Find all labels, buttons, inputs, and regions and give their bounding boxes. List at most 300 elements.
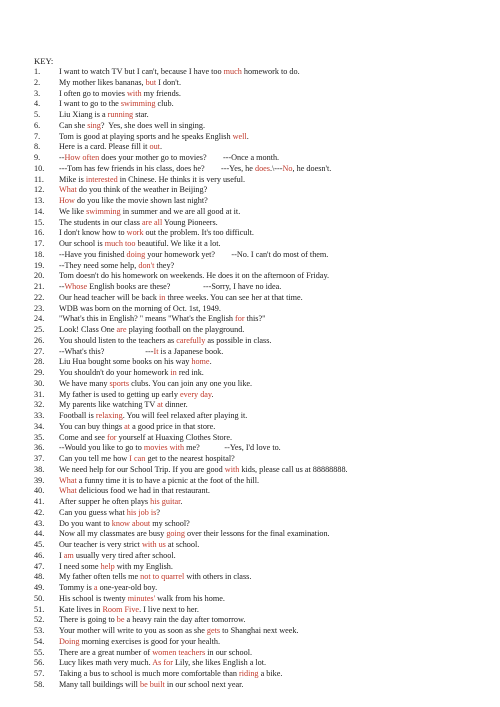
line-number: 44. [34,529,45,539]
answer-highlight: for [235,314,245,324]
line-number: 15. [34,217,45,227]
sentence-text: in Chinese. He thinks it is very useful. [117,174,246,184]
answer-line [34,529,474,540]
sentence-text: Many tall buildings will [59,679,140,689]
sentence-text: There is going to [59,615,117,625]
sentence-text: they? [154,260,175,270]
answer-highlight: running [107,110,134,119]
sentence-text: Lucy likes math very much. [59,658,153,668]
line-text [59,142,474,151]
line-text [59,218,474,227]
sentence-text: We like [59,206,87,216]
sentence-text: club. [155,99,174,109]
answer-highlight: but [145,77,157,87]
answer-highlight: sing [87,120,101,130]
answer-list [34,67,474,691]
sentence-text: is a Japanese book. [158,346,224,356]
sentence-text: I often go to movies [59,88,127,98]
answer-highlight: does [254,163,270,173]
answer-line [34,680,474,691]
sentence-text: yourself at Huaxing Clothes Store. [116,432,233,442]
line-text [59,572,474,581]
line-text [59,185,474,194]
sentence-text: . [246,131,249,141]
sentence-text: Tom doesn't do his homework on weekends. He does it on the afternoon of Friday. [59,271,330,281]
line-number: 24. [34,314,45,324]
sentence-text: over their lessons for the final examination. [184,529,330,539]
sentence-text: I need some [59,561,101,571]
sentence-text: a bike. [258,669,283,678]
line-text [59,110,474,119]
sentence-text: You should listen to the teachers as [59,335,177,345]
line-text [59,379,474,388]
answer-line [34,562,474,573]
line-text [59,271,474,280]
sentence-text: We need help for our School Trip. If you are good [59,464,225,474]
line-text [59,121,474,130]
answer-line [34,336,474,347]
answer-highlight: sports [109,378,130,388]
answer-line [34,164,474,175]
line-number: 33. [34,411,45,420]
line-number: 14. [34,206,45,216]
sentence-text: your homework yet? --No. I can't do most of them. [145,249,329,259]
answer-line [34,153,474,164]
sentence-text: . You will feel relaxed after playing it. [122,411,248,420]
answer-line [34,433,474,444]
line-text [59,390,474,399]
sentence-text: Here is a card. Please fill it [59,142,150,152]
line-text [59,250,474,259]
answer-line [34,132,474,143]
line-number: 34. [34,421,45,431]
answer-highlight: How often [64,153,100,162]
sentence-text: Now all my classmates are busy [59,529,167,539]
sentence-text: star. [133,110,149,119]
answer-line [34,207,474,218]
line-text [59,261,474,270]
line-number: 23. [34,303,45,313]
line-text [59,443,474,452]
sentence-text: "What's this in English? " means "What's the English [59,314,236,324]
answer-line [34,78,474,89]
line-text [59,282,474,291]
sentence-text: -- [59,282,65,291]
answer-line [34,239,474,250]
answer-line [34,422,474,433]
sentence-text: with others in class. [184,572,252,582]
sentence-text: in our school next year. [164,679,244,689]
sentence-text: my friends. [141,88,181,98]
sentence-text: . [180,497,183,506]
line-text [59,153,474,162]
answer-highlight: What [59,486,77,496]
sentence-text: get to the nearest hospital? [145,454,235,463]
answer-line [34,293,474,304]
line-number: 52. [34,615,45,625]
line-text [59,583,474,592]
sentence-text: Your mother will write to you as soon as she [59,626,207,635]
line-text [59,196,474,205]
line-number: 25. [34,325,45,334]
sentence-text: My father is used to getting up early [59,389,180,399]
sentence-text: at school. [165,540,200,549]
answer-highlight: help [100,561,115,571]
answer-line [34,99,474,110]
line-number: 54. [34,636,45,646]
sentence-text: Liu Xiang is a [59,110,108,119]
sentence-text: in our school. [205,647,253,657]
sentence-text: I [59,550,64,560]
line-number: 55. [34,647,45,657]
line-number: 29. [34,368,45,377]
line-number: 41. [34,497,45,506]
answer-highlight: riding [238,669,259,678]
answer-highlight: every day [179,389,212,399]
sentence-text: His school is twenty [59,593,128,603]
answer-line [34,497,474,508]
sentence-text: a funny time it is to have a picnic at the foot of the hill. [76,475,260,485]
line-text [59,207,474,216]
sentence-text: morning exercises is good for your health. [79,636,220,646]
answer-line [34,486,474,497]
sentence-text: dinner. [163,400,188,410]
sentence-text: . [209,357,212,367]
sentence-text: do you think of the weather in Beijing? [76,185,208,195]
line-number: 26. [34,335,45,345]
line-number: 49. [34,583,45,592]
answer-highlight: Room Five [102,604,140,614]
line-text [59,228,474,237]
line-number: 12. [34,185,45,195]
sentence-text: Lily, she likes English a lot. [172,658,267,668]
answer-line [34,250,474,261]
sentence-text: You can buy things [59,421,125,431]
sentence-text: three weeks. You can see her at that time. [165,292,303,302]
answer-highlight: for [106,432,117,442]
sentence-text: After supper he often plays [59,497,151,506]
answer-highlight: don't [138,260,155,270]
line-text [59,433,474,442]
line-text [59,486,474,495]
answer-highlight: minutes' [127,593,156,603]
answer-highlight: swimming [120,99,156,109]
line-number: 35. [34,432,45,442]
line-number: 42. [34,507,45,517]
sentence-text: my school? [150,518,190,528]
answer-line [34,648,474,659]
answer-line [34,551,474,562]
answer-highlight: his job is [126,507,157,517]
line-number: 38. [34,464,45,474]
answer-highlight: women teachers [152,647,206,657]
sentence-text: ---Tom has few friends in his class, does he? ---Yes, he [59,163,255,173]
answer-line [34,218,474,229]
line-text [59,347,474,356]
answer-highlight: with [127,88,142,98]
answer-line [34,594,474,605]
answer-highlight: What [59,185,77,195]
line-number: 2. [34,77,41,87]
answer-line [34,626,474,637]
answer-highlight: much [223,67,242,76]
sentence-text: Our teacher is very strict [59,540,142,549]
answer-highlight: swimming [86,206,121,216]
sentence-text: beautiful. We like it a lot. [135,239,221,248]
sentence-text: one-year-old boy. [97,583,158,592]
line-number: 48. [34,572,45,582]
answer-line [34,196,474,207]
line-text [59,497,474,506]
sentence-text: I don't know how to [59,228,127,238]
answer-highlight: with us [141,540,166,549]
answer-highlight: his guitar [150,497,181,506]
answer-line [34,261,474,272]
line-number: 31. [34,389,45,399]
answer-line [34,228,474,239]
line-number: 16. [34,228,45,238]
line-text [59,175,474,184]
answer-line [34,400,474,411]
answer-highlight: with [169,443,185,453]
answer-highlight: in [159,292,166,302]
line-number: 8. [34,142,41,152]
sentence-text: this?" [244,314,266,324]
answer-highlight: interested [85,174,118,184]
sentence-text: My parents like watching TV [59,400,158,410]
sentence-text: English books are these? ---Sorry, I have no idea. [87,282,282,291]
sentence-text: do you like the movie shown last night? [74,196,208,205]
sentence-text: We have many [59,378,110,388]
answer-highlight: are all [142,217,163,227]
line-text [59,476,474,485]
line-text [59,626,474,635]
answer-line [34,411,474,422]
answer-line [34,615,474,626]
line-text [59,605,474,614]
line-text [59,67,474,76]
answer-line [34,583,474,594]
line-number: 3. [34,88,41,98]
answer-highlight: with [224,464,240,474]
answer-highlight: at [124,421,131,431]
sentence-text: Come and see [59,432,107,442]
answer-highlight: am [63,550,74,560]
sentence-text: The students in our class [59,217,142,227]
line-text [59,648,474,657]
sentence-text: Taking a bus to school is much more comfortable than [59,669,239,678]
sentence-text: in summer and we are all good at it. [120,206,241,216]
answer-line [34,658,474,669]
sentence-text: I want to watch TV but I can't, because I have too [59,67,224,76]
line-text [59,99,474,108]
line-text [59,615,474,624]
answer-highlight: well [232,131,247,141]
sentence-text: with my English. [114,561,173,571]
sentence-text: me? --Yes, I'd love to. [184,443,281,453]
answer-line [34,67,474,78]
line-text [59,400,474,409]
line-number: 30. [34,378,45,388]
line-number: 1. [34,67,41,76]
line-number: 40. [34,486,45,496]
sentence-text: as possible in class. [205,335,272,345]
line-text [59,529,474,538]
sentence-text: .\--- [269,163,283,173]
sentence-text: Young Pioneers. [162,217,218,227]
sentence-text: Our school is [59,239,105,248]
sentence-text: Tom is good at playing sports and he speaks English [59,131,233,141]
line-number: 22. [34,292,45,302]
answer-line [34,271,474,282]
answer-line [34,508,474,519]
line-text [59,680,474,689]
answer-line [34,637,474,648]
line-number: 57. [34,669,45,678]
answer-highlight: going [166,529,185,539]
answer-highlight: out [149,142,160,152]
answer-line [34,669,474,680]
answer-highlight: doing [126,249,146,259]
line-text [59,519,474,528]
line-text [59,669,474,678]
sentence-text: I want to go to the [59,99,121,109]
line-text [59,325,474,334]
sentence-text: Can you guess what [59,507,127,517]
sentence-text: . I live next to her. [139,604,199,614]
line-number: 21. [34,282,45,291]
sentence-text: You shouldn't do your homework [59,368,171,377]
sentence-text: Football is [59,411,96,420]
line-number: 50. [34,593,45,603]
sentence-text: I don't. [156,77,182,87]
answer-highlight: It [153,346,159,356]
line-number: 6. [34,120,41,130]
line-text [59,422,474,431]
answer-highlight: No [282,163,293,173]
answer-highlight: carefully [176,335,206,345]
sentence-text: to Shanghai next week. [220,626,299,635]
line-text [59,540,474,549]
sentence-text: ? Yes, she does well in singing. [100,120,206,130]
answer-line [34,347,474,358]
answer-highlight: know about [111,518,151,528]
sentence-text: Kate lives in [59,604,103,614]
answer-highlight: a [93,583,98,592]
sentence-text: walk from his home. [155,593,225,603]
line-number: 19. [34,260,45,270]
line-number: 17. [34,239,45,248]
line-text [59,658,474,667]
answer-highlight: Doing [59,636,80,646]
line-number: 10. [34,163,45,173]
sentence-text: There are a great number of [59,647,153,657]
line-text [59,293,474,302]
answer-line [34,142,474,153]
answer-line [34,572,474,583]
answer-line [34,357,474,368]
sentence-text: Liu Hua bought some books on his way [59,357,192,367]
answer-highlight: As for [152,658,173,668]
answer-line [34,175,474,186]
sentence-text: ? [156,507,160,517]
sentence-text: Can she [59,120,88,130]
line-number: 7. [34,131,41,141]
line-text [59,551,474,560]
sentence-text: --What's this? --- [59,346,154,356]
answer-highlight: be [116,615,125,625]
answer-line [34,476,474,487]
line-text [59,508,474,517]
sentence-text: --They need some help, [59,260,139,270]
answer-line [34,368,474,379]
sentence-text: playing football on the playground. [126,325,245,334]
line-text [59,164,474,173]
answer-highlight: How [59,196,75,205]
line-text [59,239,474,248]
line-number: 58. [34,679,45,689]
line-text [59,411,474,420]
answer-line [34,110,474,121]
sentence-text: My father often tells me [59,572,141,582]
answer-line [34,282,474,293]
sentence-text: . [159,142,162,152]
line-number: 37. [34,454,45,463]
line-text [59,314,474,323]
line-text [59,594,474,603]
sentence-text: usually very tired after school. [73,550,176,560]
answer-line [34,540,474,551]
sentence-text: Mike is [59,174,86,184]
answer-line [34,390,474,401]
answer-highlight: What [59,475,77,485]
answer-line [34,454,474,465]
answer-highlight: Whose [64,282,88,291]
answer-line [34,519,474,530]
line-text [59,336,474,345]
sentence-text: Our head teacher will be back [59,292,160,302]
line-text [59,78,474,87]
line-text [59,89,474,98]
sentence-text: clubs. You can join any one you like. [129,378,253,388]
sentence-text: a good price in that store. [130,421,216,431]
line-number: 36. [34,443,45,453]
answer-line [34,185,474,196]
line-text [59,562,474,571]
line-number: 20. [34,271,45,281]
sentence-text: Can you tell me how [59,454,130,463]
answer-highlight: be built [139,679,165,689]
sentence-text: kids, please call us at 88888888. [239,464,348,474]
sentence-text: does your mother go to movies? ---Once a month. [99,153,280,162]
line-number: 51. [34,604,45,614]
answer-highlight: at [157,400,164,410]
line-text [59,465,474,474]
sentence-text: a heavy rain the day after tomorrow. [124,615,246,625]
line-text [59,304,474,313]
sentence-text: Do you want to [59,518,112,528]
line-number: 18. [34,249,45,259]
answer-line [34,121,474,132]
sentence-text: out the problem. It's too difficult. [143,228,254,238]
line-number: 43. [34,518,45,528]
sentence-text: delicious food we had in that restaurant. [76,486,210,496]
line-number: 32. [34,400,45,410]
key-heading: KEY: [34,56,54,66]
answer-highlight: work [126,228,144,238]
line-text [59,368,474,377]
answer-highlight: I can [129,454,146,463]
